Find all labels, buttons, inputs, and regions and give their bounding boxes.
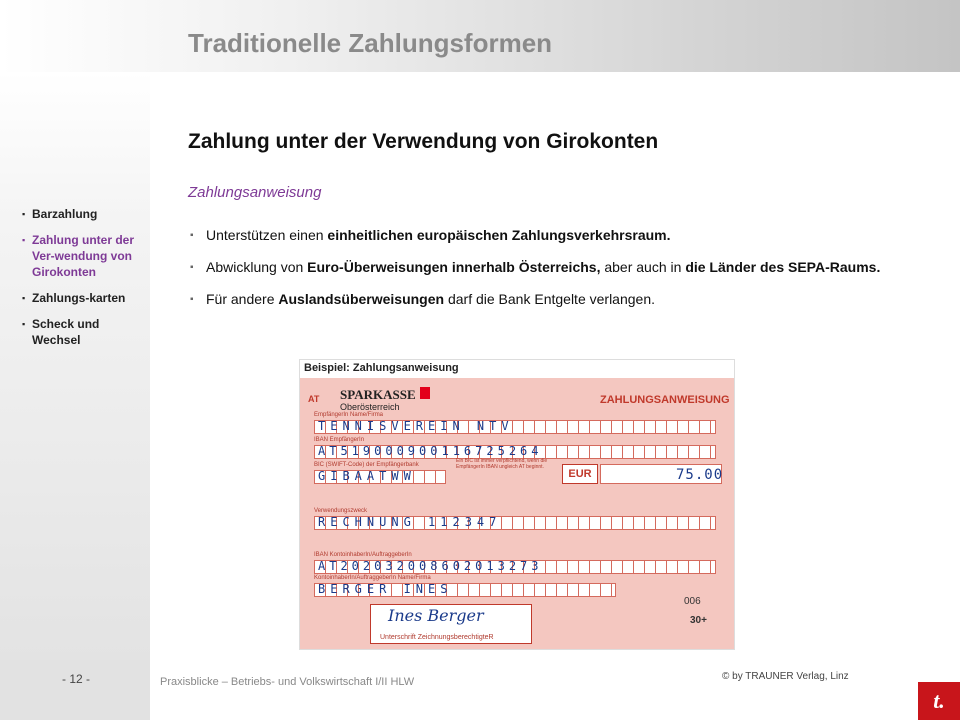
sidebar-item-scheck-wechsel[interactable]: ▪ Scheck und Wechsel <box>22 316 144 348</box>
sidebar-item-barzahlung[interactable]: ▪ Barzahlung <box>22 206 144 222</box>
trauner-logo-icon: t. <box>918 682 960 720</box>
form-country: AT <box>308 394 320 404</box>
label-purpose: Verwendungszweck <box>314 508 368 514</box>
bullet-item: ▪ Für andere Auslandsüberweisungen darf die Bank Entgelte verlangen. <box>190 290 890 309</box>
label-payer-iban: IBAN KontoinhaberIn/AuftraggeberIn <box>314 552 412 558</box>
payment-form-image <box>299 359 735 650</box>
label-recipient: EmpfängerIn Name/Firma <box>314 412 384 418</box>
page-number: - 12 - <box>62 672 91 686</box>
section-subtitle: Zahlungsanweisung <box>188 184 322 201</box>
section-title: Zahlung unter der Verwendung von Girokonten <box>188 130 659 153</box>
sidebar <box>0 72 150 660</box>
label-iban: IBAN EmpfängerIn <box>314 437 365 443</box>
currency-box: EUR <box>562 464 598 484</box>
form-code-2: 30+ <box>690 615 707 626</box>
sidebar-item-zahlungskarten[interactable]: ▪ Zahlungs-karten <box>22 290 144 306</box>
bullet-list <box>190 226 890 322</box>
value-amount: 75.00 <box>676 467 724 483</box>
footer-text: Praxisblicke – Betriebs- und Volkswirtschaft I/II HLW <box>160 676 415 688</box>
bic-note: Ein BIC ist immer verpflichtend, wenn die EmpfängerIn IBAN ungleich AT beginnt. <box>456 458 548 470</box>
value-recipient: TENNISVEREIN NTV <box>318 419 514 433</box>
sidebar-nav <box>22 206 144 358</box>
bank-logo-sub: Oberösterreich <box>340 402 400 412</box>
bank-logo: SPARKASSE <box>340 387 416 402</box>
signature-label: Unterschrift ZeichnungsberechtigteR <box>380 634 494 641</box>
value-iban: AT519000900116725264 <box>318 444 543 458</box>
form-code: 006 <box>684 596 701 607</box>
form-header: Beispiel: Zahlungsanweisung <box>300 360 734 378</box>
bullet-item: ▪ Abwicklung von Euro-Überweisungen innerhalb Österreichs, aber auch in die Länder des SEPA-Raums. <box>190 258 890 277</box>
form-type: ZAHLUNGSANWEISUNG <box>600 394 730 406</box>
value-bic: GIBAATWW <box>318 469 416 483</box>
sidebar-item-girokonten[interactable]: ▪ Zahlung unter der Ver-wendung von Girokonten <box>22 232 144 280</box>
bank-logo-mark-icon <box>420 387 430 399</box>
label-bic: BIC (SWIFT-Code) der Empfängerbank <box>314 462 419 468</box>
footer-left-panel <box>0 660 150 720</box>
signature-value: Ines Berger <box>388 606 484 625</box>
footer <box>0 660 960 720</box>
copyright: © by TRAUNER Verlag, Linz <box>722 671 849 682</box>
value-payer-iban: AT202032008602013273 <box>318 559 543 573</box>
page-title: Traditionelle Zahlungsformen <box>188 28 553 58</box>
value-purpose: RECHNUNG 112347 <box>318 515 502 529</box>
bullet-item: ▪ Unterstützen einen einheitlichen europäischen Zahlungsverkehrsraum. <box>190 226 890 245</box>
label-payer: KontoinhaberIn/AuftraggeberIn Name/Firma <box>314 575 431 581</box>
value-payer: BERGER INES <box>318 582 453 596</box>
